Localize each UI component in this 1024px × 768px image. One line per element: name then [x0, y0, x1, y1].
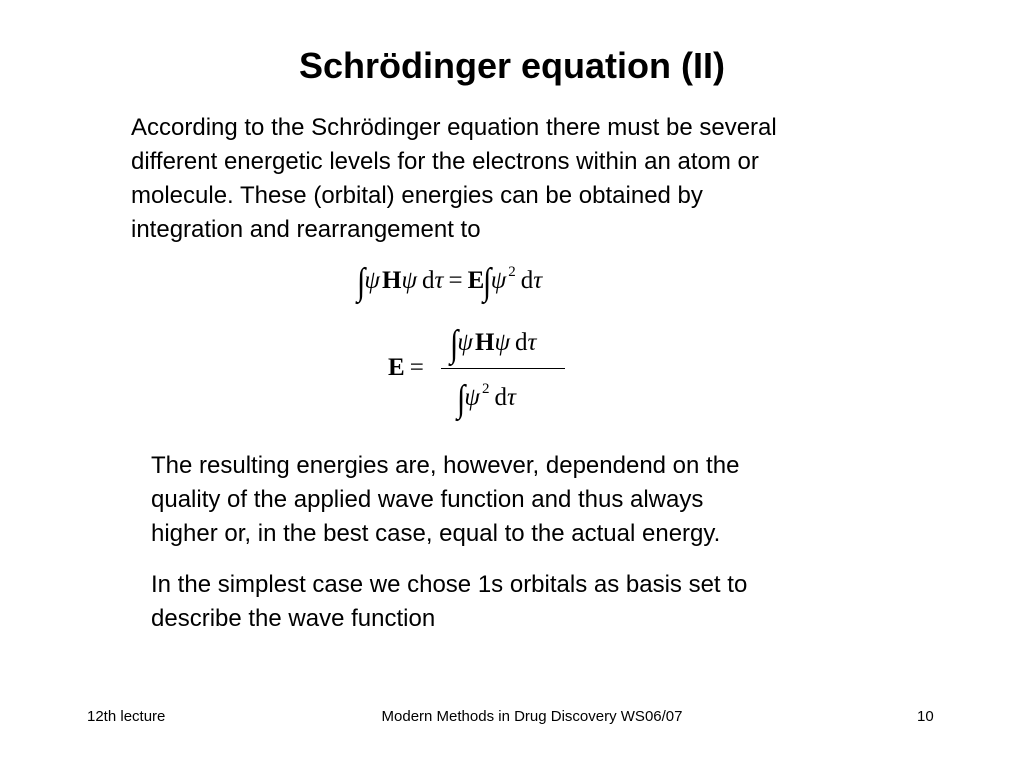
tau-symbol: τ [533, 267, 543, 294]
text-line: integration and rearrangement to [131, 216, 481, 243]
differential-d: d [515, 329, 528, 356]
integral-sign: ∫ [457, 378, 466, 420]
hamiltonian-symbol: H [382, 267, 402, 294]
psi-symbol: ψ [364, 267, 380, 294]
text-line: In the simplest case we chose 1s orbitals as basis set to [151, 571, 748, 598]
intro-paragraph [131, 111, 931, 247]
equation-lhs [388, 354, 424, 382]
footer-course-title: Modern Methods in Drug Discovery WS06/07 [381, 708, 683, 725]
text-line: According to the Schrödinger equation there must be several [131, 114, 777, 141]
psi-symbol: ψ [457, 329, 473, 356]
equals-sign: = [409, 354, 424, 381]
footer-lecture: 12th lecture [87, 708, 166, 725]
equals-sign: = [448, 267, 463, 294]
exponent: 2 [481, 381, 490, 397]
denominator [458, 377, 516, 421]
psi-symbol: ψ [494, 329, 511, 356]
text-line: higher or, in the best case, equal to the actual energy. [151, 520, 721, 547]
result-paragraph [151, 449, 911, 551]
integral-sign: ∫ [483, 261, 492, 303]
text-line: quality of the applied wave function and thus always [151, 486, 704, 513]
differential-d: d [422, 267, 435, 294]
tau-symbol: τ [527, 329, 537, 356]
energy-integral-equation [357, 254, 543, 303]
text-line: different energetic levels for the electrons within an atom or [131, 148, 759, 175]
text-line: describe the wave function [151, 605, 436, 632]
psi-symbol: ψ [401, 267, 418, 294]
energy-fraction-equation [388, 320, 588, 420]
basis-set-paragraph [151, 568, 911, 636]
footer-page-number: 10 [917, 708, 934, 725]
text-line: molecule. These (orbital) energies can be obtained by [131, 182, 703, 209]
integral-sign: ∫ [357, 261, 366, 303]
psi-symbol: ψ [464, 384, 480, 411]
exponent: 2 [508, 264, 516, 280]
differential-d: d [494, 384, 507, 411]
differential-d: d [520, 267, 534, 294]
hamiltonian-symbol: H [475, 329, 495, 356]
fraction-bar [441, 368, 565, 369]
slide-title: Schrödinger equation (II) [298, 45, 725, 86]
integral-sign: ∫ [450, 323, 459, 365]
tau-symbol: τ [506, 384, 516, 411]
numerator [451, 322, 537, 366]
psi-symbol: ψ [490, 267, 507, 294]
text-line: The resulting energies are, however, dependend on the [151, 452, 740, 479]
energy-symbol: E [467, 267, 485, 294]
energy-symbol: E [388, 354, 405, 381]
tau-symbol: τ [434, 267, 444, 294]
